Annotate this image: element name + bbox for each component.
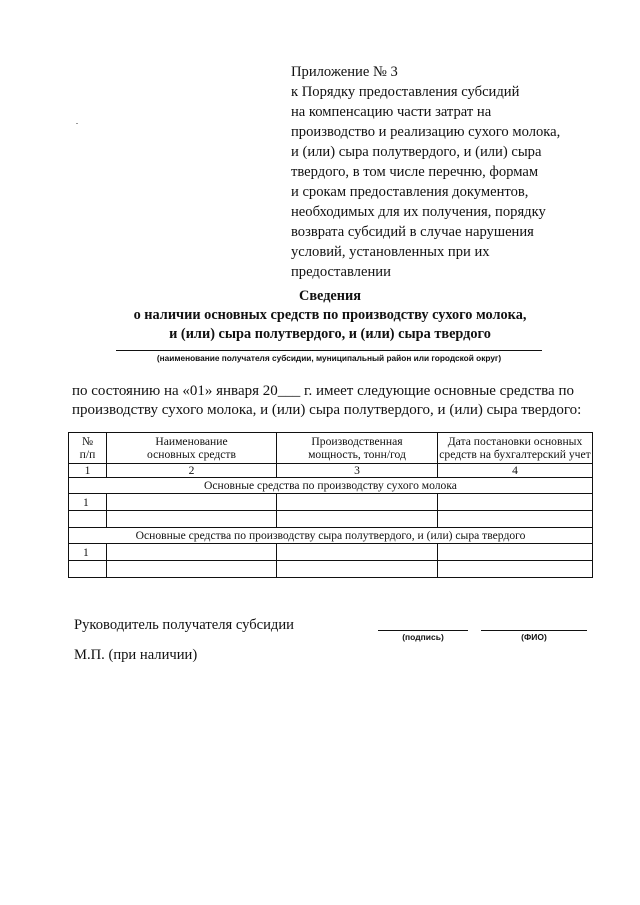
table-cell[interactable]: [277, 561, 438, 578]
appendix-line: условий, установленных при их: [291, 244, 490, 260]
appendix-line: предоставлении: [291, 264, 391, 280]
appendix-line: производство и реализацию сухого молока,: [291, 124, 561, 140]
header-asset-name: Наименование основных средств: [107, 433, 277, 464]
statement-line-1: по состоянию на «01» января 20___ г. имеет следующие основные средства по: [72, 383, 574, 399]
statement-line-2: производству сухого молока, и (или) сыра полутвердого, и (или) сыра твердого:: [72, 402, 582, 418]
column-number: 2: [107, 464, 277, 478]
table-row: [69, 544, 593, 561]
table-cell[interactable]: [438, 561, 593, 578]
document-title: Сведения: [299, 288, 361, 304]
fixed-assets-table: [68, 432, 593, 578]
table-cell[interactable]: [69, 561, 107, 578]
table-cell[interactable]: [277, 544, 438, 561]
appendix-line: на компенсацию части затрат на: [291, 104, 492, 120]
appendix-line: и (или) сыра полутвердого, и (или) сыра: [291, 144, 542, 160]
appendix-line: Приложение № 3: [291, 64, 398, 80]
section-row-cheese: [69, 528, 593, 544]
appendix-line: к Порядку предоставления субсидий: [291, 84, 520, 100]
appendix-line: необходимых для их получения, порядку: [291, 204, 546, 220]
table-cell[interactable]: [277, 511, 438, 528]
table-cell[interactable]: [438, 511, 593, 528]
table-cell[interactable]: [438, 544, 593, 561]
statement-text: [72, 382, 602, 420]
table-header-row: [69, 433, 593, 464]
header-number: № п/п: [69, 433, 107, 464]
stamp-label: М.П. (при наличии): [74, 647, 198, 663]
table-cell[interactable]: [69, 511, 107, 528]
recipient-name-field[interactable]: [116, 350, 542, 351]
header-registration-date: Дата постановки основных средств на бухгалтерский учет: [438, 433, 593, 464]
recipient-caption: (наименование получателя субсидии, муниципальный район или городской округ): [156, 353, 502, 363]
appendix-line: возврата субсидий в случае нарушения: [291, 224, 534, 240]
table-row: [69, 561, 593, 578]
appendix-line: твердого, в том числе перечню, формам: [291, 164, 539, 180]
table-cell[interactable]: [107, 561, 277, 578]
table-cell[interactable]: [438, 494, 593, 511]
column-number: 1: [69, 464, 107, 478]
table-cell[interactable]: [277, 494, 438, 511]
scan-speck: [76, 123, 78, 124]
section-title: Основные средства по производству сыра полутвердого, и (или) сыра твердого: [69, 528, 593, 544]
signatory-label: Руководитель получателя субсидии: [74, 617, 294, 633]
document-subtitle-line-2: и (или) сыра полутвердого, и (или) сыра твердого: [169, 326, 491, 342]
appendix-line: и срокам предоставления документов,: [291, 184, 529, 200]
full-name-field[interactable]: [481, 630, 587, 631]
section-row-dry-milk: [69, 478, 593, 494]
section-title: Основные средства по производству сухого молока: [69, 478, 593, 494]
signature-field[interactable]: [378, 630, 468, 631]
table-row: [69, 494, 593, 511]
document-subtitle-line-1: о наличии основных средств по производству сухого молока,: [133, 307, 527, 323]
table-cell[interactable]: [107, 494, 277, 511]
appendix-header: [291, 62, 591, 282]
column-number: 4: [438, 464, 593, 478]
signature-caption: (подпись): [402, 632, 444, 642]
table-cell[interactable]: [107, 544, 277, 561]
table-row: [69, 511, 593, 528]
table-cell[interactable]: [107, 511, 277, 528]
table-cell[interactable]: 1: [69, 544, 107, 561]
full-name-caption: (ФИО): [521, 632, 547, 642]
column-number: 3: [277, 464, 438, 478]
table-cell[interactable]: 1: [69, 494, 107, 511]
column-number-row: [69, 464, 593, 478]
header-capacity: Производственная мощность, тонн/год: [277, 433, 438, 464]
